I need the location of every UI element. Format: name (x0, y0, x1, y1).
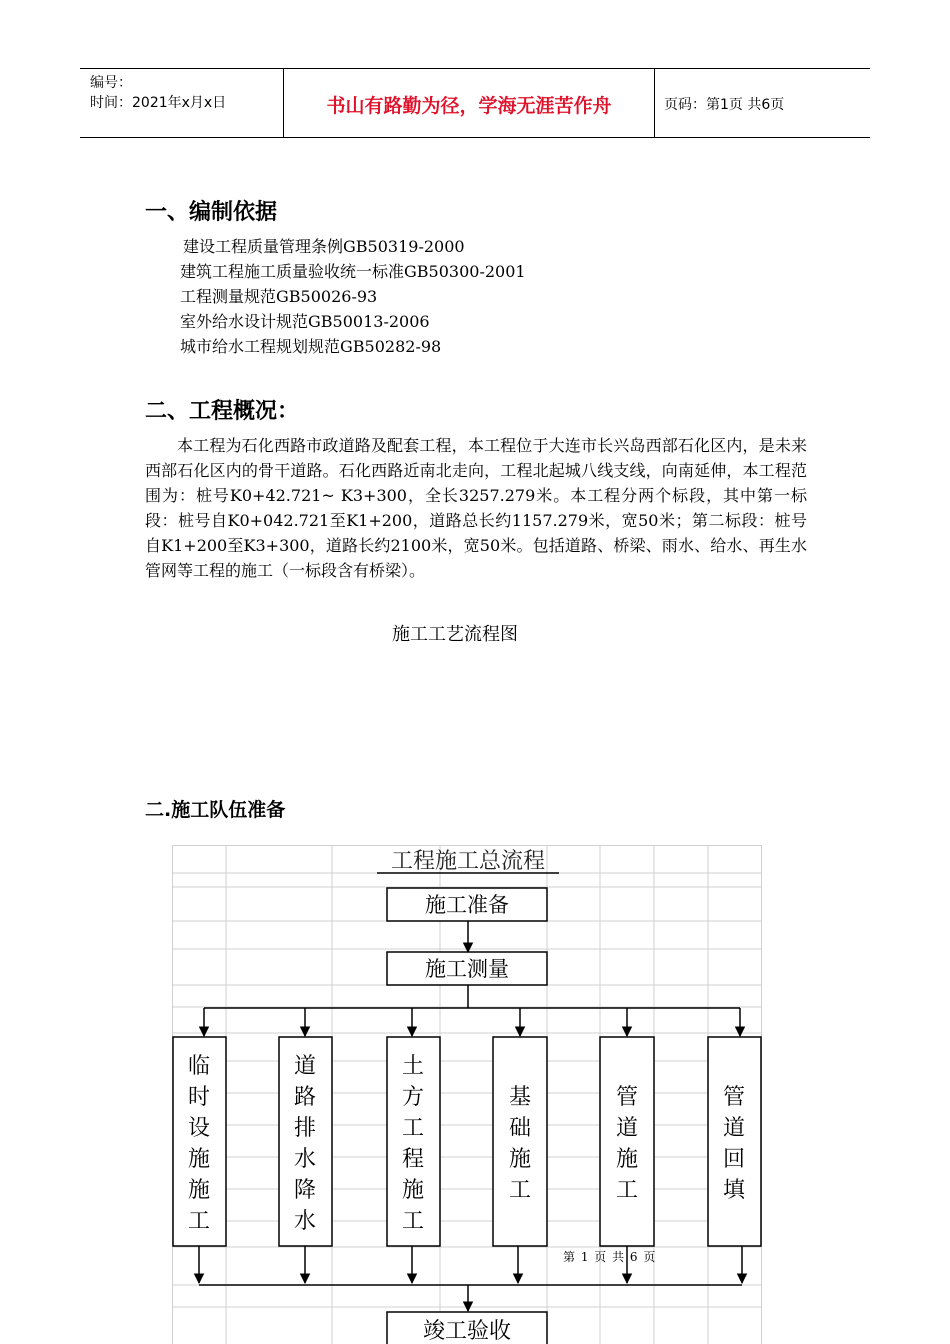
header-page-info: 页码：第1页 共6页 (664, 97, 785, 113)
branch-box (600, 1037, 654, 1246)
branch-label: 管道施工 (615, 1085, 639, 1203)
header-motto-cell (284, 69, 655, 137)
reference-item: 建设工程质量管理条例GB50319-2000 (183, 237, 465, 256)
reference-item: 室外给水设计规范GB50013-2006 (180, 312, 430, 331)
reference-list (180, 234, 526, 359)
section-title-team: 二.施工队伍准备 (145, 799, 286, 821)
prep-box-label: 施工准备 (425, 893, 509, 917)
header-table (80, 68, 870, 138)
flowchart-title: 工程施工总流程 (390, 849, 546, 874)
branch-label: 道路排水降水 (293, 1054, 317, 1234)
branch-label: 管道回填 (722, 1085, 746, 1203)
header-left-cell (80, 69, 284, 137)
section-title-overview: 二、工程概况： (145, 399, 300, 424)
flowchart (172, 845, 762, 1344)
reference-item: 建筑工程施工质量验收统一标准GB50300-2001 (180, 262, 526, 281)
footer-page-number: 第 1 页 共 6 页 (563, 1250, 657, 1264)
section-title-basis: 一、编制依据 (145, 200, 278, 225)
final-box-label: 竣工验收 (422, 1319, 512, 1344)
branch-box (493, 1037, 547, 1246)
motto: 书山有路勤为径，学海无涯苦作舟 (326, 95, 612, 117)
survey-box-label: 施工测量 (425, 957, 509, 981)
reference-item: 工程测量规范GB50026-93 (180, 287, 378, 306)
branch-box (708, 1037, 761, 1246)
overview-paragraph: 本工程为石化西路市政道路及配套工程，本工程位于大连市长兴岛西部石化区内，是未来西部石化区内的骨干道路。石化西路近南北走向，工程北起城八线支线，向南延伸，本工程范围为：桩号K0+42.721~ K3+300，全长3257.279米。本工程分两个标段，其中第一标段：桩号自K0+042.721至K1+200，道路总长约1157.279米，宽50米；第二标段：桩号自K1+200至K3+300，道路长约2100米，宽50米。包括道路、桥梁、雨水、给水、再生水管网等工程的施工（一标段含有桥梁）。 (145, 436, 807, 580)
branch-label: 基础施工 (508, 1085, 532, 1203)
serial-label: 编号： (90, 75, 132, 91)
reference-item: 城市给水工程规划规范GB50282-98 (180, 337, 442, 356)
branch-label: 土方工程施工 (401, 1054, 425, 1234)
branch-label: 临时设施施工 (187, 1054, 211, 1234)
flow-caption: 施工工艺流程图 (392, 624, 518, 645)
date-line: 时间：2021年x月x日 (90, 95, 227, 111)
